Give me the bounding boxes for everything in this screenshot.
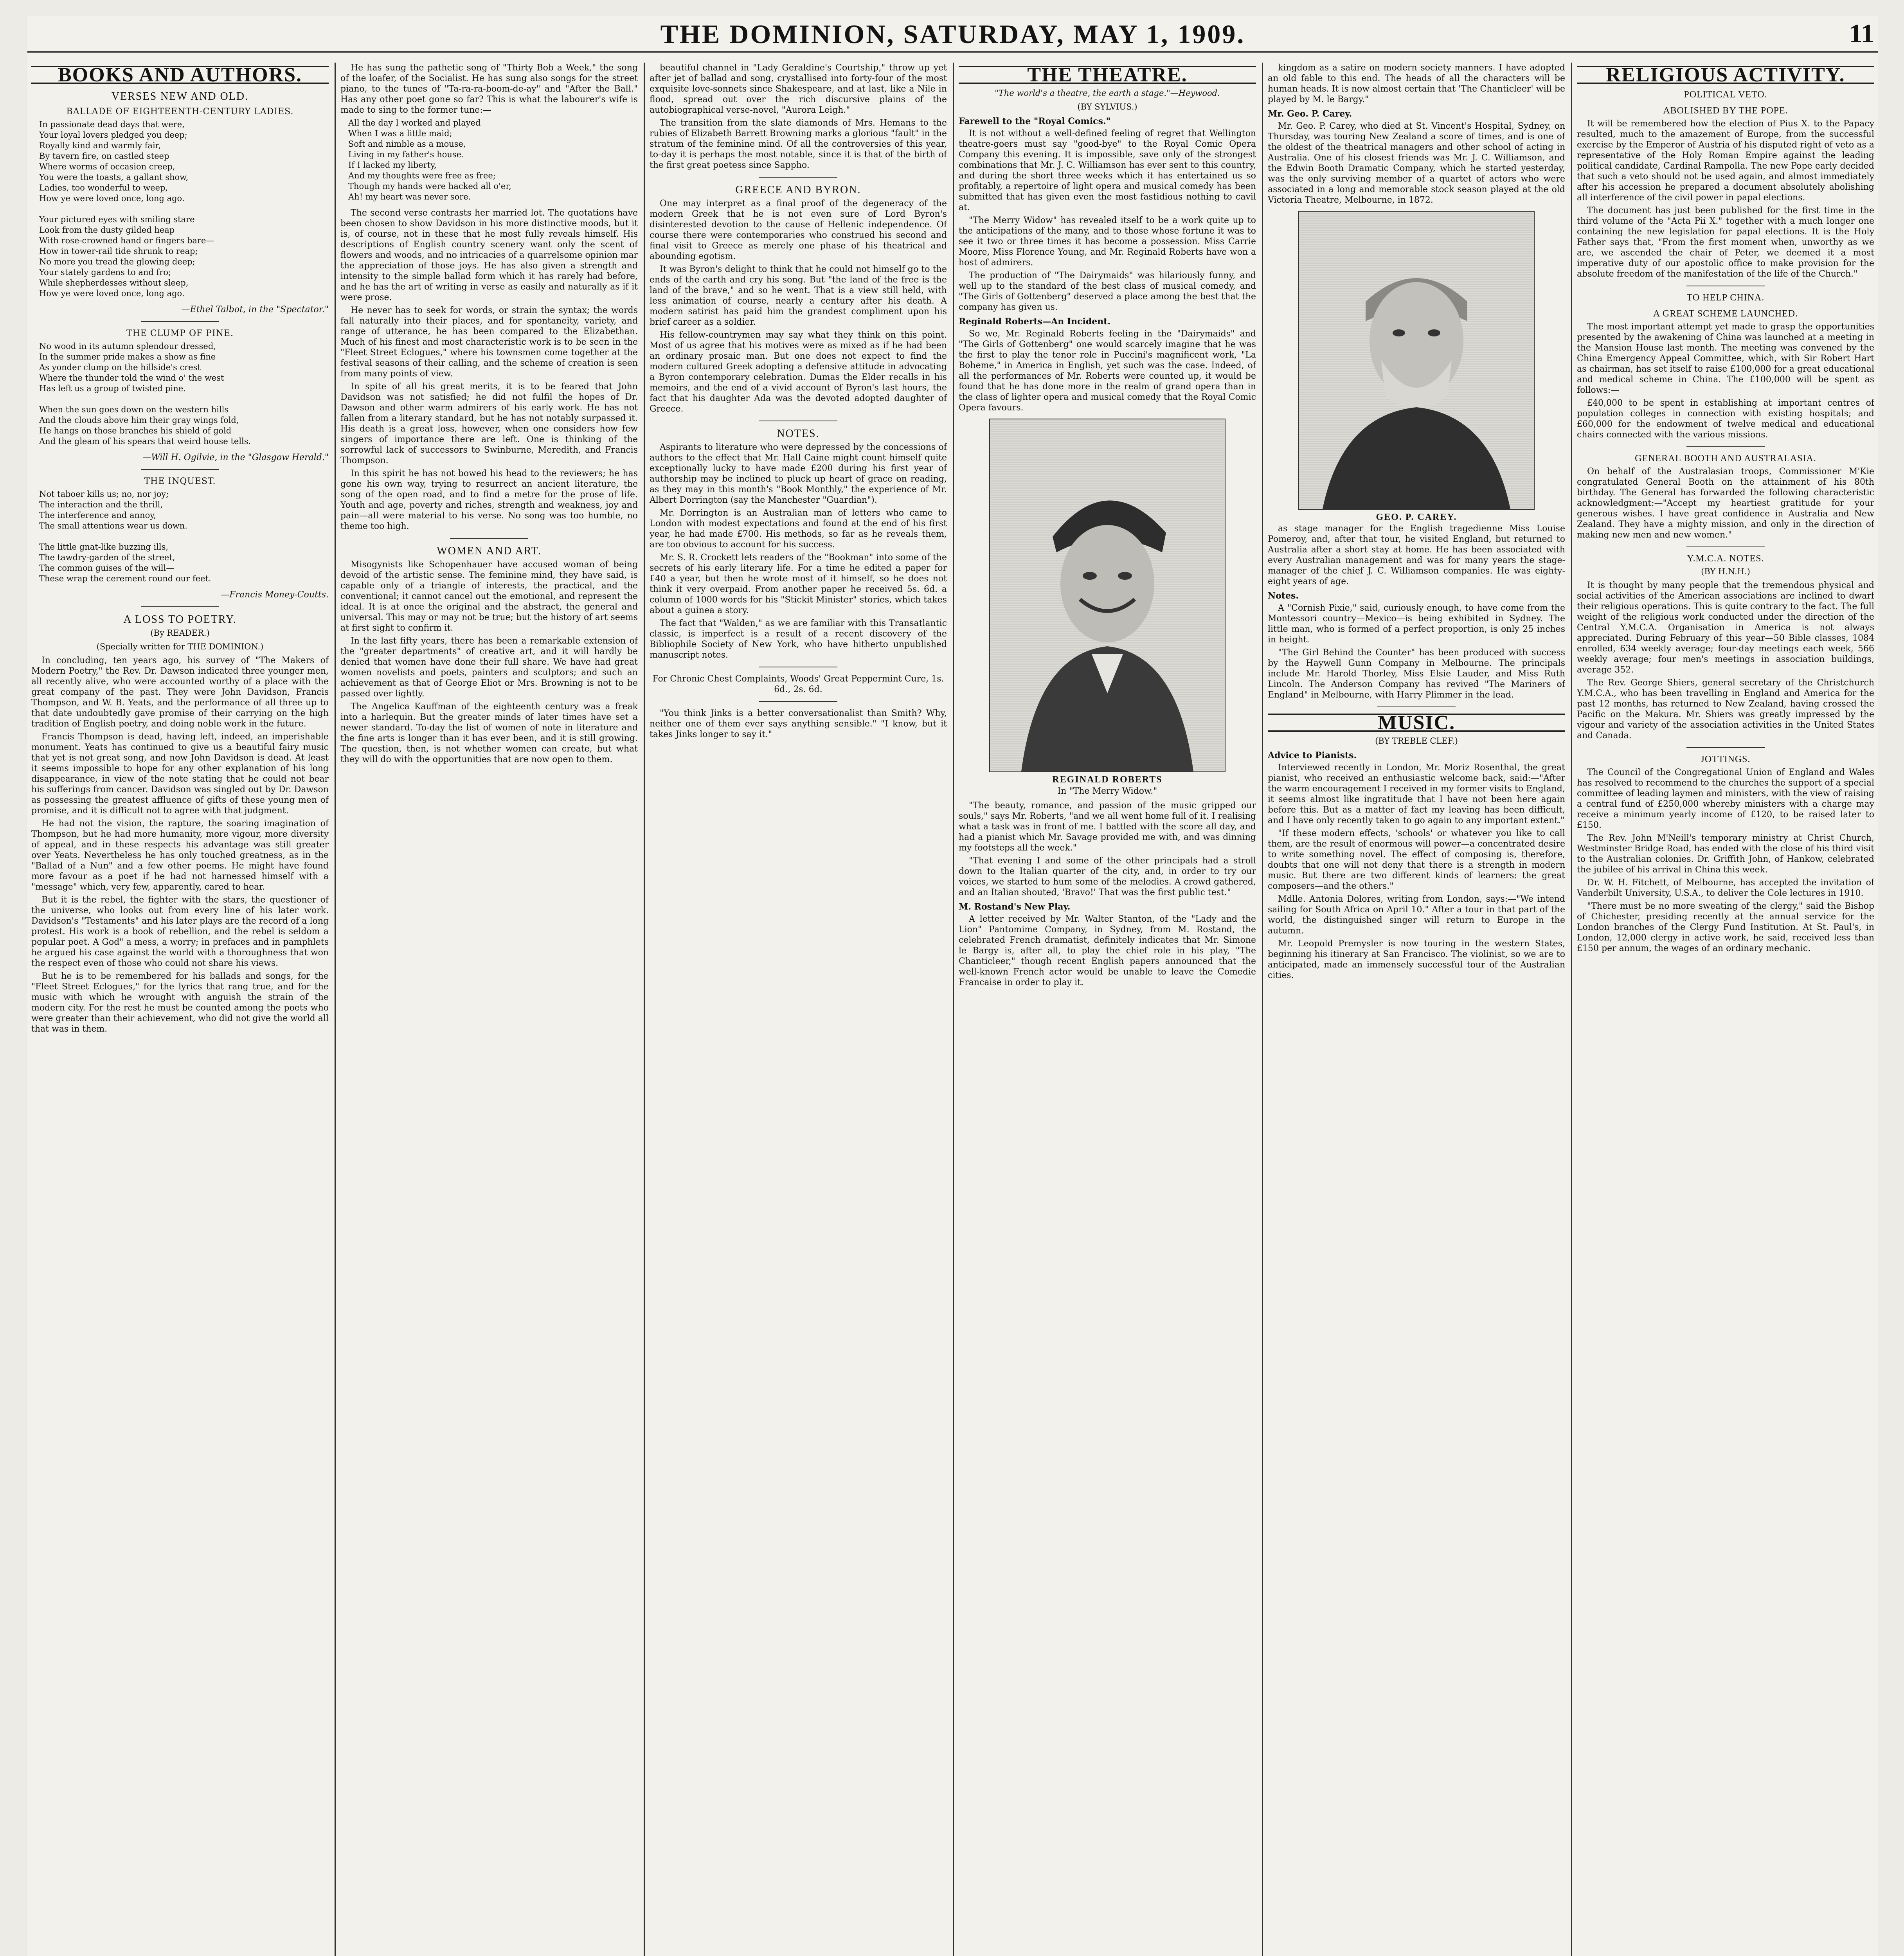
poem-ballade: In passionate dead days that were, Your loyal lovers pledged you deep; Royally kind and warmly fair, By tavern fire, on castled steep Where worms of occasion creep, You were the toasts, a gallant show, Ladies, too wonderful to weep, How ye were loved once, long ago. Your pictured eyes with smiling stare Look from the dusty gilded heap With rose-crowned hand or fingers bare— How in tower-rail tide shrunk to reap; No more you tread the glowing deep; Your stately gardens to and fro; While shepherdesses without sleep, How ye were loved once, long ago. xyxy=(39,120,214,298)
byline: (BY TREBLE CLEF.) xyxy=(1375,736,1458,746)
folio-title: THE DOMINION, SATURDAY, MAY 1, 1909. xyxy=(660,19,1245,49)
poem-title-ballade: BALLADE OF EIGHTEENTH-CENTURY LADIES. xyxy=(66,107,294,117)
portrait-reginald-roberts xyxy=(989,419,1226,772)
advert: For Chronic Chest Complaints, Woods' Great Peppermint Cure, 1s. 6d., 2s. 6d. xyxy=(652,674,944,694)
divider xyxy=(1686,446,1765,447)
poem-inquest: Not taboer kills us; no, nor joy; The interaction and the thrill, The interference and annoy, The small attentions wear us down. The little gnat-like buzzing ills, The tawdry-garden of the street, The common guises of the will— These wrap the cerement round our feet. xyxy=(39,489,211,583)
poem-signature: —Ethel Talbot, in the "Spectator." xyxy=(181,305,329,315)
section-heading-books: BOOKS AND AUTHORS. xyxy=(31,66,329,84)
paragraph: £40,000 to be spent in establishing at important centres of population colleges in connection with existing hospitals; and £60,000 for the endowment of twelve medical and educational chairs connected with the various missions. xyxy=(1577,398,1874,440)
portrait-caption: REGINALD ROBERTS xyxy=(1052,775,1163,785)
paragraph: Francis Thompson is dead, having left, indeed, an imperishable monument. Yeats has continued to give us a beautiful fairy music that yet is not great song, and now John Davidson is dead. At least it seems impossible to hope for any other explanation of his long disappearance, in view of the note stating that he could not bear his sufferings from cancer. Davidson was singled out by Dr. Dawson as possessing the greatest affluence of gifts of these young men of promise, and it is difficult not to agree with that judgment. xyxy=(31,732,329,816)
paragraph: Mr. S. R. Crockett lets readers of the "Bookman" into some of the secrets of his early literary life. For a time he edited a paper for £40 a year, but then he wrote most of it himself, so he does not think it very overpaid. From another paper he received 5s. 6d. a column of 1000 words for his "Stickit Minister" stories, which takes about a guinea a story. xyxy=(650,553,947,615)
paragraph: Mr. Leopold Premysler is now touring in the western States, beginning his itinerary at San Francisco. The violinist, so we are to anticipated, made an immensely successful tour of the Australian cities. xyxy=(1268,939,1565,980)
paragraph: His fellow-countrymen may say what they think on this point. Most of us agree that his motives were as mixed as if he had been an ordinary prosaic man. But one does not expect to find the modern cultured Greek adopting a defensive attitude in advocating a Byron contemporary celebration. Dumas the Elder recalls in his memoirs, and the end of a vivid account of Byron's last hours, the fact that his daughter Ada was the devoted adopted daughter of Greece. xyxy=(650,330,947,414)
byline: (BY H.N.H.) xyxy=(1701,567,1750,576)
paragraph: But it is the rebel, the fighter with the stars, the questioner of the universe, who looks out from every line of his later work. Davidson's "Testaments" and his later plays are the record of a long protest. His work is a book of rebellion, and the rebel is seldom a popular poet. A God" a mess, a worry; in prefaces and in pamphlets he argued his case against the world with a thoroughness that won the respect even of those who could not share his views. xyxy=(31,895,329,968)
paragraph: The fact that "Walden," as we are familiar with this Transatlantic classic, is imperfect is a result of a recent discovery of the Bibliophile Society of New York, who have hitherto unpublished manuscript notes. xyxy=(650,618,947,660)
subheading-jottings: JOTTINGS. xyxy=(1701,754,1751,764)
paragraph: Mdlle. Antonia Dolores, writing from London, says:—"We intend sailing for South Africa on April 10." After a tour in that part of the world, the distinguished singer will return to Europe in the autumn. xyxy=(1268,894,1565,936)
paragraph: Aspirants to literature who were depressed by the concessions of authors to the effect that Mr. Hall Caine might count himself quite exceptionally lucky to have made £200 during his first year of authorship may be inclined to pluck up heart of grace on reading, as they may in this month's "Book Monthly," the experience of Mr. Albert Dorrington (say the Manchester "Guardian"). xyxy=(650,442,947,505)
paragraph: Mr. Geo. P. Carey, who died at St. Vincent's Hospital, Sydney, on Thursday, was touring New Zealand a score of times, and is one of the oldest of the theatrical managers and other school of acting in Australia. One of his closest friends was Mr. J. C. Williamson, and the Edwin Booth Dramatic Company, which he started yesterday, was the only surviving member of a quartet of actors who were associated in a long and memorable stock season played at the old Victoria Theatre, Melbourne, in 1872. xyxy=(1268,121,1565,205)
divider xyxy=(450,538,528,539)
subheading-scheme: A GREAT SCHEME LAUNCHED. xyxy=(1653,309,1798,319)
subheading-rostand: M. Rostand's New Play. xyxy=(959,902,1071,912)
portrait-geo-carey xyxy=(1298,211,1535,510)
paragraph: In this spirit he has not bowed his head to the reviewers; he has gone his own way, trying to resurrect an ancient literature, the song of the open road, and to find a metre for the prose of life. Youth and age, poverty and riches, strength and weakness, joy and pain—all were material to his verse. No song was too humble, no theme too high. xyxy=(340,469,638,531)
newspaper-page xyxy=(27,16,1878,1956)
paragraph: Dr. W. H. Fitchett, of Melbourne, has accepted the invitation of Vanderbilt University, U.S.A., to deliver the Cole lectures in 1910. xyxy=(1577,878,1874,898)
paragraph: In the last fifty years, there has been a remarkable extension of the "greater departments" of creative art, and it will hardly be denied that women have done their full share. We have had great women novelists and poets, painters and sculptors; and such an achievement as that of George Eliot or Mrs. Browning is not to be passed over lightly. xyxy=(340,636,638,699)
portrait-caption: GEO. P. CAREY. xyxy=(1376,512,1457,522)
paragraph: Mr. Dorrington is an Australian man of letters who came to London with modest expectations and found at the end of his first year, he had made £700. His methods, so far as he reveals them, are too obvious to account for his success. xyxy=(650,508,947,550)
byline: (BY SYLVIUS.) xyxy=(1077,102,1137,111)
paragraph: It will be remembered how the election of Pius X. to the Papacy resulted, much to the amazement of Europe, from the successful exercise by the Emperor of Austria of his disputed right of veto as a representative of the Holy Roman Empire against the leading political candidate, Cardinal Rampolla. The new Pope early decided that such a veto should not be used again, and almost immediately after his accession he prepared a document absolutely abolishing all interference of the civil power in papal elections. xyxy=(1577,119,1874,203)
article-heading-notes: NOTES. xyxy=(777,428,820,440)
subheading-veto: POLITICAL VETO. xyxy=(1684,90,1767,100)
paragraph: The Angelica Kauffman of the eighteenth century was a freak into a harlequin. But the greater minds of later times have set a newer standard. To-day the list of women of note in literature and the fine arts is longer than it has ever been, and it is still growing. The question, then, is not whether women can create, but what they will do with the opportunities that are now open to them. xyxy=(340,702,638,764)
column-three xyxy=(650,63,947,1956)
divider xyxy=(141,321,219,322)
paragraph: as stage manager for the English tragedienne Miss Louise Pomeroy, and, after that tour, he visited England, but returned to Australia after a short stay at home. He has been associated with every Australian management and was for many years the stage-manager of the chief J. C. Williamson companies. He was eighty-eight years of age. xyxy=(1268,524,1565,586)
article-heading-loss-to-poetry: A LOSS TO POETRY. xyxy=(123,613,237,626)
portrait-illustration xyxy=(990,419,1225,771)
subheading-abolished: ABOLISHED BY THE POPE. xyxy=(1663,106,1788,116)
subheading-farewell: Farewell to the "Royal Comics." xyxy=(959,116,1111,126)
subheading-advice: Advice to Pianists. xyxy=(1268,750,1357,760)
column-two xyxy=(340,63,638,1956)
subheading-booth: GENERAL BOOTH AND AUSTRALASIA. xyxy=(1635,453,1816,464)
subheading-roberts: Reginald Roberts—An Incident. xyxy=(959,316,1111,327)
subheading-ymca: Y.M.C.A. NOTES. xyxy=(1687,554,1764,564)
paragraph: "You think Jinks is a better conversationalist than Smith? Why, neither one of them ever says anything sensible." "I know, but it takes Jinks longer to say it." xyxy=(650,708,947,739)
motto: "The world's a theatre, the earth a stage."—Heywood. xyxy=(995,88,1220,98)
paragraph: So we, Mr. Reginald Roberts feeling in the "Dairymaids" and "The Girls of Gottenberg" one would scarcely imagine that he was the first to play the tenor role in Puccini's magnificent work, "La Boheme," in America in English, yet such was the case. Indeed, of all the performances of Mr. Roberts were counted up, it would be found that he has done more in the realm of grand opera than in the class of lighter opera and musical comedy that the Royal Comic Opera favours. xyxy=(959,329,1256,413)
song-verse: All the day I worked and played When I was a little maid; Soft and nimble as a mouse, Living in my father's house. If I lacked my liberty, And my thoughts were free as free; Though my hands were hacked all o'er, Ah! my heart was never sore. xyxy=(348,118,511,201)
subheading-notes: Notes. xyxy=(1268,591,1299,601)
paragraph: The second verse contrasts her married lot. The quotations have been chosen to show Davidson in his more distinctive moods, but it is, of course, not in these that he most fully reveals himself. His descriptions of English country scenery want only the scent of flowers and woods, and no intricacies of a quarrelsome opinion mar the appreciation of those joys. He has also given a strength and intensity to the simple ballad form which it has rarely had before, and he has the art of writing in verse as easily and naturally as if it were prose. xyxy=(340,208,638,302)
paragraph: kingdom as a satire on modern society manners. I have adopted an old fable to this end. The heads of all the characters will be human heads. It is now almost certain that 'The Chanticleer' will be played by M. le Bargy." xyxy=(1268,63,1565,104)
paragraph: A letter received by Mr. Walter Stanton, of the "Lady and the Lion" Pantomime Company, in Sydney, from M. Rostand, the celebrated French dramatist, definitely indicates that Mr. Simone le Bargy is, after all, to play the chief role in his play, "The Chanticleer," though recent English papers announced that the well-known French actor would be unable to leave the Comedie Francaise in order to play it. xyxy=(959,914,1256,987)
poem-signature: —Will H. Ogilvie, in the "Glasgow Herald." xyxy=(142,453,329,462)
paragraph: "If these modern effects, 'schools' or whatever you like to call them, are the result of enormous will power—a concentrated desire to write something novel. The effect of composing is, therefore, doubts that one will not deny that there is a strength in modern music. But there are two different kinds of learners: the great composers—and the others." xyxy=(1268,829,1565,891)
divider xyxy=(1686,747,1765,748)
paragraph: The production of "The Dairymaids" was hilariously funny, and well up to the standard of the best class of musical comedy, and "The Girls of Gottenberg" deserved a place among the best that the company has given us. xyxy=(959,271,1256,312)
paragraph: It was Byron's delight to think that he could not himself go to the ends of the earth and cry his song. But "the land of the free is the land of the brave," and so he went. That is a view still held, with less animation of course, nearly a century after his death. A modern satirist has paid him the grandest compliment upon his brief career as a soldier. xyxy=(650,264,947,327)
column-theatre xyxy=(959,63,1256,1956)
divider xyxy=(759,701,837,702)
byline-special: (Specially written for THE DOMINION.) xyxy=(96,642,264,651)
paragraph: One may interpret as a final proof of the degeneracy of the modern Greek that he is not even sure of Lord Byron's disinterested devotion to the cause of Hellenic independence. Of course there were contemporaries who construed his second and final visit to Greece as merely one phase of his theatrical and abounding egotism. xyxy=(650,199,947,261)
poem-title-clump: THE CLUMP OF PINE. xyxy=(126,329,234,338)
column-rule xyxy=(1571,63,1572,1956)
portrait-subcaption: In "The Merry Widow." xyxy=(1057,786,1157,796)
paragraph: On behalf of the Australasian troops, Commissioner M'Kie congratulated General Booth on the attainment of his 80th birthday. The General has forwarded the following characteristic acknowledgment:—"Accept my heartiest gratitude for your generous wishes. I have great confidence in Australia and New Zealand. They have a mighty mission, and only in the direction of making new men and new women." xyxy=(1577,467,1874,540)
paragraph: Misogynists like Schopenhauer have accused woman of being devoid of the artistic sense. The feminine mind, they have said, is capable only of a triangle of interests, the practical, and the conventional; it cannot cancel out the emotional, and represent the ideal. It is at once the original and the abstract, the general and universal. This may or may not be true; but the history of art seems at first sight to confirm it. xyxy=(340,560,638,633)
paragraph: He had not the vision, the rapture, the soaring imagination of Thompson, but he had more humanity, more vigour, more diversity of appeal, and in these respects his advantage was still greater over Yeats. Nevertheless he has only touched greatness, as in the "Ballad of a Nun" and a few other poems. He might have found more favour as a poet if he had not harnessed himself with a "message" which, very few, apparently, cared to hear. xyxy=(31,819,329,892)
paragraph: In spite of all his great merits, it is to be feared that John Davidson was not satisfied; he did not fulfil the hopes of Dr. Dawson and other warm admirers of his early work. He has not fallen from a literary standard, but he has not notably surpassed it. His death is a great loss, however, when one considers how few singers of importance there are left. One is thinking of the sorrowful lack of successors to Swinburne, Meredith, and Francis Thompson. xyxy=(340,382,638,466)
paragraph: Interviewed recently in London, Mr. Moriz Rosenthal, the great pianist, who received an enthusiastic welcome back, said:—"After the warm encouragement I received in my former visits to England, it seems almost like ingratitude that I have not been here again before this. But as a matter of fact my leaving has been difficult, and I have only recently taken to go again to any important extent." xyxy=(1268,763,1565,825)
paragraph: He has sung the pathetic song of "Thirty Bob a Week," the song of the loafer, of the Socialist. He has sung also songs for the street piano, to the tunes of "Ta-ra-ra-boom-de-ay" and "After the Ball." Has any other poet gone so far? This is what the labourer's wife is made to sing to the former tune:— xyxy=(340,63,638,115)
portrait-illustration xyxy=(1299,212,1534,509)
column-rule xyxy=(644,63,645,1956)
section-heading-theatre: THE THEATRE. xyxy=(959,66,1256,84)
divider xyxy=(759,177,837,178)
paragraph: The Rev. John M'Neill's temporary ministry at Christ Church, Westminster Bridge Road, has ended with the close of his third visit to the Australian colonies. Dr. Griffith John, of Hankow, celebrated the jubilee of his arrival in China this week. xyxy=(1577,833,1874,875)
paragraph: "The beauty, romance, and passion of the music gripped our souls," says Mr. Roberts, "and we all went home full of it. I realising what a task was in front of me. I battled with the score all day, and had a pianist which Mr. Savage provided me with, and was dinning my footsteps all the week." xyxy=(959,801,1256,853)
column-religious-activity xyxy=(1577,63,1874,1956)
divider xyxy=(141,606,219,607)
column-rule xyxy=(1262,63,1263,1956)
subheading-china: TO HELP CHINA. xyxy=(1686,293,1765,303)
verses-heading: VERSES NEW AND OLD. xyxy=(111,90,249,102)
article-heading-greece-and-byron: GREECE AND BYRON. xyxy=(735,184,861,196)
column-rule xyxy=(335,63,336,1956)
column-five xyxy=(1268,63,1565,1956)
paragraph: He never has to seek for words, or strain the syntax; the words fall naturally into their places, and for spontaneity, variety, and range of utterance, he has been compared to the Elizabethan. Much of his finest and most characteristic work is to be seen in the "Fleet Street Eclogues," where his townsmen come together at the festival seasons of their calling, and the scheme of creation is seen from many points of view. xyxy=(340,306,638,379)
section-heading-religious: RELIGIOUS ACTIVITY. xyxy=(1577,66,1874,84)
paragraph: In concluding, ten years ago, his survey of "The Makers of Modern Poetry," the Rev. Dr. Dawson indicated three younger men, all recently alive, who were accounted worthy of a place with the great company of the past. They were John Davidson, Francis Thompson, and W. B. Yeats, and the performance of all three up to that date undoubtedly gave promise of their carrying on the high tradition of English poetry, and doing noble work in the future. xyxy=(31,656,329,729)
paragraph: "The Girl Behind the Counter" has been produced with success by the Haywell Gunn Company in Melbourne. The principals include Mr. Harold Thorley, Miss Elsie Lauder, and Miss Ruth Lincoln. The Anderson Company has revived "The Mariners of England" in Melbourne, with Harry Plimmer in the lead. xyxy=(1268,648,1565,700)
paragraph: A "Cornish Pixie," said, curiously enough, to have come from the Montessori country—Mexico—is being exhibited in Sydney. The little man, who is formed of a perfect proportion, is only 25 inches in height. xyxy=(1268,603,1565,645)
poem-title-inquest: THE INQUEST. xyxy=(144,476,216,486)
poem-clump-of-pine: No wood in its autumn splendour dressed, In the summer pride makes a show as fine As yonder clump on the hillside's crest Where the thunder told the wind o' the west Has left us a group of twisted pine. When the sun goes down on the western hills And the clouds above him their gray wings fold, He hangs on those branches his shield of gold And the gleam of his spears that weird house tells. xyxy=(39,342,251,446)
paragraph: But he is to be remembered for his ballads and songs, for the "Fleet Street Eclogues," for the lyrics that rang true, and for the music with which he wrought with anguish the strain of the modern city. For the rest he must be counted among the poets who were greater than their achievement, who did not give the world all that was in them. xyxy=(31,971,329,1034)
divider xyxy=(141,469,219,470)
paragraph: "That evening I and some of the other principals had a stroll down to the Italian quarter of the city, and, in order to try our voices, we started to hum some of the melodies. A crowd gathered, and an Italian shouted, 'Bravo!' That was the first public test." xyxy=(959,856,1256,897)
page-number: 11 xyxy=(1849,18,1874,48)
paragraph: It is thought by many people that the tremendous physical and social activities of the American associations are inclined to dwarf their religious operations. This is quite contrary to the fact. The full weight of the religious work conducted under the direction of the Central Y.M.C.A. Organisation in America is not always appreciated. During February of this year—50 Bible classes, 1084 enrolled, 634 weekly average; four-day meetings each week, 566 weekly average; four men's meetings in association buildings, average 352. xyxy=(1577,581,1874,675)
column-books-and-authors xyxy=(31,63,329,1956)
paragraph: The document has just been published for the first time in the third volume of the "Acta Pii X." together with a much longer one containing the new legislation for papal elections. It is the Holy Father says that, "From the first moment when, unworthy as we are, we ascended the chair of Peter, we deemed it a most imperative duty of our apostolic office to make provision for the absolute freedom of the manifestation of the life of the Church." xyxy=(1577,206,1874,279)
paragraph: "The Merry Widow" has revealed itself to be a work quite up to the anticipations of the many, and to those whose fortune it was to see it two or three times it has become a possession. Miss Carrie Moore, Miss Florence Young, and Mr. Reginald Roberts have won a host of admirers. xyxy=(959,216,1256,268)
paragraph: The Rev. George Shiers, general secretary of the Christchurch Y.M.C.A., who has been travelling in England and America for the past 12 months, has returned to New Zealand, having crossed the Pacific on the Makura. Mr. Shiers was greatly impressed by the vigour and variety of the association activities in the United States and Canada. xyxy=(1577,678,1874,741)
paragraph: The most important attempt yet made to grasp the opportunities presented by the awakening of China was launched at a meeting in the Mansion House last month. The meeting was convened by the China Emergency Appeal Committee, which, with Sir Robert Hart as chairman, has set itself to raise £100,000 for a great educational and medical scheme in China. The £100,000 will be spent as follows:— xyxy=(1577,322,1874,395)
masthead xyxy=(27,16,1878,53)
section-heading-music: MUSIC. xyxy=(1268,714,1565,732)
paragraph: beautiful channel in "Lady Geraldine's Courtship," throw up yet after jet of ballad and song, crystallised into forty-four of the most exquisite love-sonnets since Shakespeare, and at last, like a Nile in flood, spread out over the rich discursive plains of the autobiographical verse-novel, "Aurora Leigh." xyxy=(650,63,947,115)
paragraph: The Council of the Congregational Union of England and Wales has resolved to recommend to the churches the support of a special committee of leading laymen and ministers, with the view of raising a central fund of £250,000 whereby ministers with a charge may receive a minimum yearly income of £120, to be raised later to £150. xyxy=(1577,768,1874,830)
article-heading-women-and-art: WOMEN AND ART. xyxy=(437,545,542,557)
byline: (By READER.) xyxy=(150,628,210,638)
subheading-carey: Mr. Geo. P. Carey. xyxy=(1268,109,1352,119)
column-rule xyxy=(953,63,954,1956)
paragraph: It is not without a well-defined feeling of regret that Wellington theatre-goers must say "good-bye" to the Royal Comic Opera Company this evening. It is impossible, save only of the strongest combinations that Mr. J. C. Williamson has ever sent to this country, and during the short three weeks which it has entertained us so profitably, a repertoire of light opera and musical comedy has been submitted that has given even the most fastidious nothing to cavil at. xyxy=(959,129,1256,212)
paragraph: The transition from the slate diamonds of Mrs. Hemans to the rubies of Elizabeth Barrett Browning marks a glorious "fault" in the stratum of the feminine mind. Of all the controversies of this year, to-day it is perhaps the most notable, since it is that of the birth of the first great poetess since Sappho. xyxy=(650,118,947,170)
paragraph: "There must be no more sweating of the clergy," said the Bishop of Chichester, presiding recently at the annual service for the London branches of the Clergy Fund Institution. At St. Paul's, in London, 12,000 clergy in active work, he said, received less than £150 per annum, the wages of an ordinary mechanic. xyxy=(1577,901,1874,953)
poem-signature: —Francis Money-Coutts. xyxy=(221,590,329,600)
